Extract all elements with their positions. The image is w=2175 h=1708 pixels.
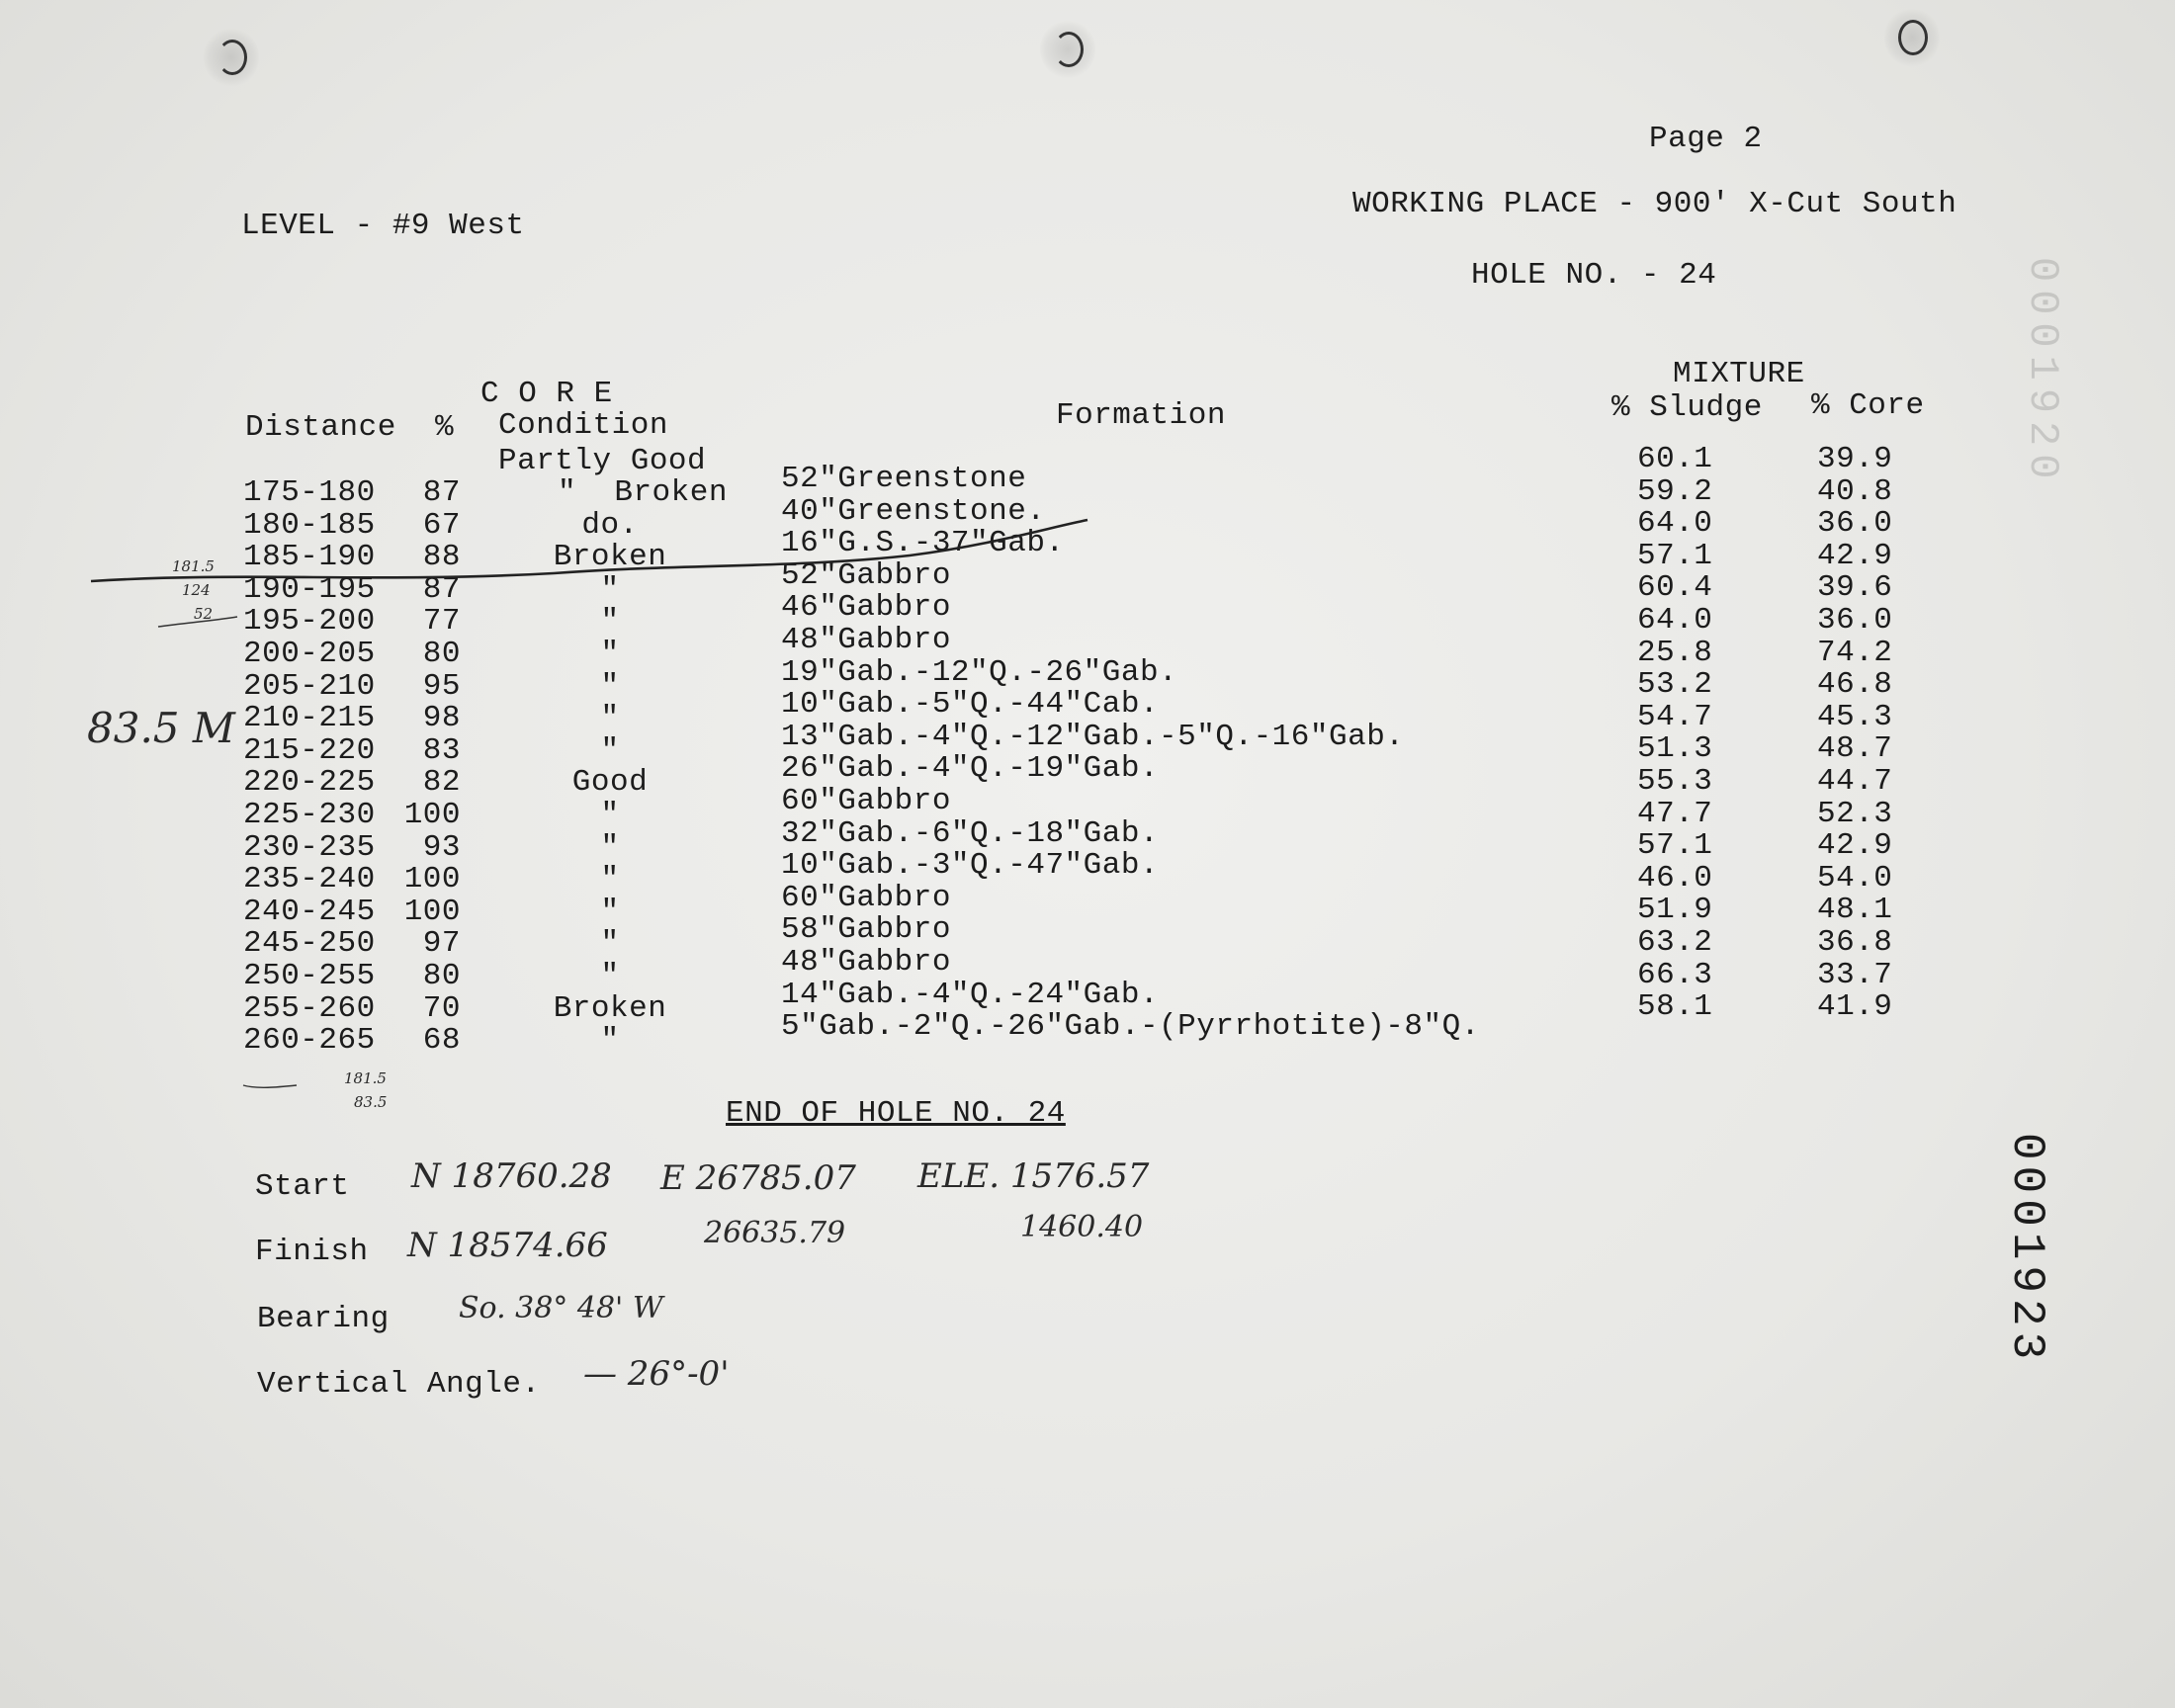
row-sludge: 57.1 — [1637, 538, 1713, 573]
row-sludge: 57.1 — [1637, 828, 1713, 864]
row-sludge: 63.2 — [1637, 925, 1713, 960]
row-percent: 97 — [422, 926, 461, 962]
row-sludge: 58.1 — [1637, 989, 1713, 1025]
row-formation: 10"Gab.-3"Q.-47"Gab. — [781, 848, 1160, 884]
row-percent: 70 — [422, 990, 461, 1026]
row-sludge: 60.1 — [1637, 442, 1713, 476]
row-formation: 60"Gabbro — [781, 784, 951, 818]
row-core: 40.8 — [1817, 473, 1893, 509]
row-condition: " — [600, 894, 620, 929]
end-of-hole-note: END OF HOLE NO. 24 — [726, 1096, 1066, 1131]
row-sludge: 54.7 — [1637, 699, 1713, 734]
row-condition: " — [600, 668, 620, 704]
row-percent: 83 — [422, 732, 461, 768]
row-core: 42.9 — [1817, 828, 1893, 864]
handwritten-note-124: 124 — [182, 581, 211, 599]
level-label: LEVEL - #9 West — [241, 209, 525, 243]
row-distance: 210-215 — [243, 701, 376, 736]
finish-label: Finish — [255, 1235, 369, 1269]
row-core: 45.3 — [1817, 699, 1893, 734]
row-core: 42.9 — [1817, 538, 1893, 573]
header-condition: Condition — [498, 408, 668, 443]
row-condition: " — [600, 571, 620, 607]
core-title: C O R E — [480, 377, 613, 411]
row-core: 36.8 — [1817, 925, 1893, 960]
row-formation: 26"Gab.-4"Q.-19"Gab. — [781, 751, 1160, 787]
row-sludge: 51.3 — [1637, 731, 1713, 767]
row-condition: Good — [571, 765, 649, 801]
row-distance: 260-265 — [243, 1023, 376, 1059]
row-distance: 215-220 — [243, 732, 376, 768]
row-formation: 5"Gab.-2"Q.-26"Gab.-(Pyrrhotite)-8"Q. — [781, 1009, 1480, 1045]
start-northing: N 18760.28 — [411, 1156, 612, 1196]
row-core: 33.7 — [1817, 957, 1893, 992]
row-formation: 48"Gabbro — [781, 623, 951, 657]
row-condition: do. — [581, 507, 639, 543]
row-distance: 190-195 — [243, 571, 376, 607]
row-percent: 100 — [403, 862, 461, 897]
row-formation: 10"Gab.-5"Q.-44"Cab. — [781, 687, 1160, 723]
row-core: 36.0 — [1817, 603, 1893, 638]
row-distance: 205-210 — [243, 668, 376, 704]
row-distance: 200-205 — [243, 637, 376, 671]
row-sludge: 47.7 — [1637, 796, 1713, 831]
row-formation: 52"Gabbro — [781, 557, 951, 593]
row-distance: 220-225 — [243, 765, 376, 801]
row-core: 48.7 — [1817, 731, 1893, 767]
row-sludge: 53.2 — [1637, 667, 1713, 703]
row-distance: 245-250 — [243, 926, 376, 962]
row-core: 48.1 — [1817, 893, 1893, 928]
row-condition: " — [600, 959, 620, 993]
vertical-angle-label: Vertical Angle. — [257, 1367, 541, 1402]
row-condition: " — [600, 829, 620, 865]
start-easting: E 26785.07 — [660, 1158, 856, 1198]
row-condition: " — [600, 637, 620, 671]
finish-easting: 26635.79 — [704, 1216, 846, 1250]
row-sludge: 66.3 — [1637, 957, 1713, 992]
page-label: Page 2 — [1649, 122, 1763, 156]
handwritten-note-1815b: 181.5 — [344, 1069, 387, 1087]
row-core: 41.9 — [1817, 989, 1893, 1025]
row-distance: 235-240 — [243, 862, 376, 897]
handwritten-note-52: 52 — [194, 605, 214, 623]
row-percent: 88 — [422, 540, 461, 575]
row-percent: 80 — [422, 959, 461, 993]
faint-stamp: 0001920 — [2019, 257, 2066, 487]
finish-elevation: 1460.40 — [1020, 1210, 1144, 1244]
bearing-label: Bearing — [257, 1302, 390, 1336]
row-core: 74.2 — [1817, 635, 1893, 670]
row-sludge: 59.2 — [1637, 473, 1713, 509]
row-sludge: 60.4 — [1637, 570, 1713, 606]
row-core: 39.6 — [1817, 570, 1893, 606]
row-formation: 48"Gabbro — [781, 945, 951, 980]
row-formation: 58"Gabbro — [781, 912, 951, 948]
row-formation: 14"Gab.-4"Q.-24"Gab. — [781, 977, 1160, 1012]
row-condition: " — [600, 926, 620, 962]
row-core: 54.0 — [1817, 860, 1893, 896]
row-percent: 98 — [422, 701, 461, 736]
row-condition: " Broken — [558, 475, 728, 510]
row-percent: 67 — [422, 507, 461, 543]
row-core: 52.3 — [1817, 796, 1893, 831]
vertical-angle-value: — 26°-0' — [583, 1354, 730, 1394]
row-sludge: 64.0 — [1637, 603, 1713, 638]
row-formation: 19"Gab.-12"Q.-26"Gab. — [781, 654, 1178, 690]
row-condition: " — [600, 1023, 620, 1059]
finish-northing: N 18574.66 — [407, 1226, 608, 1265]
row-percent: 80 — [422, 637, 461, 671]
row-core: 36.0 — [1817, 506, 1893, 542]
hole-number-label: HOLE NO. - 24 — [1471, 258, 1717, 293]
handwritten-note-835: 83.5 — [354, 1093, 388, 1111]
row-distance: 250-255 — [243, 959, 376, 993]
condition-partly-good: Partly Good — [498, 444, 707, 478]
header-percent: % — [435, 410, 455, 445]
header-mixture: MIXTURE — [1673, 357, 1805, 391]
row-core: 44.7 — [1817, 764, 1893, 799]
row-condition: " — [600, 732, 620, 768]
row-percent: 93 — [422, 829, 461, 865]
row-distance: 225-230 — [243, 798, 376, 832]
row-condition: " — [600, 604, 620, 640]
handwritten-note-1815: 181.5 — [172, 557, 215, 575]
start-label: Start — [255, 1169, 350, 1204]
row-percent: 95 — [422, 668, 461, 704]
row-condition: " — [600, 798, 620, 832]
row-sludge: 64.0 — [1637, 506, 1713, 542]
row-formation: 16"G.S.-37"Gab. — [781, 526, 1065, 561]
row-distance: 240-245 — [243, 894, 376, 929]
row-formation: 13"Gab.-4"Q.-12"Gab.-5"Q.-16"Gab. — [781, 719, 1405, 754]
row-sludge: 55.3 — [1637, 764, 1713, 799]
header-pct-sludge: % Sludge — [1611, 390, 1763, 425]
row-condition: " — [600, 701, 620, 736]
row-percent: 100 — [403, 894, 461, 929]
row-distance: 175-180 — [243, 475, 376, 510]
row-distance: 195-200 — [243, 604, 376, 640]
row-condition: Broken — [553, 540, 667, 575]
row-distance: 255-260 — [243, 990, 376, 1026]
row-formation: 32"Gab.-6"Q.-18"Gab. — [781, 815, 1160, 851]
row-distance: 230-235 — [243, 829, 376, 865]
start-elevation: ELE. 1576.57 — [917, 1156, 1150, 1196]
row-condition: Broken — [553, 990, 667, 1026]
row-formation: 60"Gabbro — [781, 880, 951, 915]
row-sludge: 25.8 — [1637, 635, 1713, 670]
row-distance: 180-185 — [243, 507, 376, 543]
row-formation: 52"Greenstone — [781, 462, 1027, 496]
row-percent: 77 — [422, 604, 461, 640]
header-distance: Distance — [245, 410, 396, 445]
row-formation: 46"Gabbro — [781, 590, 951, 626]
row-condition: " — [600, 862, 620, 897]
bearing-value: So. 38° 48' W — [459, 1291, 663, 1325]
row-sludge: 46.0 — [1637, 860, 1713, 896]
row-core: 39.9 — [1817, 442, 1893, 476]
header-pct-core: % Core — [1811, 388, 1925, 423]
row-formation: 40"Greenstone. — [781, 493, 1046, 529]
row-percent: 68 — [422, 1023, 461, 1059]
working-place-label: WORKING PLACE - 900' X-Cut South — [1352, 187, 1958, 221]
row-sludge: 51.9 — [1637, 893, 1713, 928]
row-percent: 87 — [422, 475, 461, 510]
row-core: 46.8 — [1817, 667, 1893, 703]
document-number: 0001923 — [2001, 1133, 2052, 1366]
row-distance: 185-190 — [243, 540, 376, 575]
row-percent: 82 — [422, 765, 461, 801]
handwritten-margin-835m: 83.5 M — [87, 704, 235, 752]
row-percent: 87 — [422, 571, 461, 607]
row-percent: 100 — [403, 798, 461, 832]
header-formation: Formation — [1056, 398, 1226, 433]
